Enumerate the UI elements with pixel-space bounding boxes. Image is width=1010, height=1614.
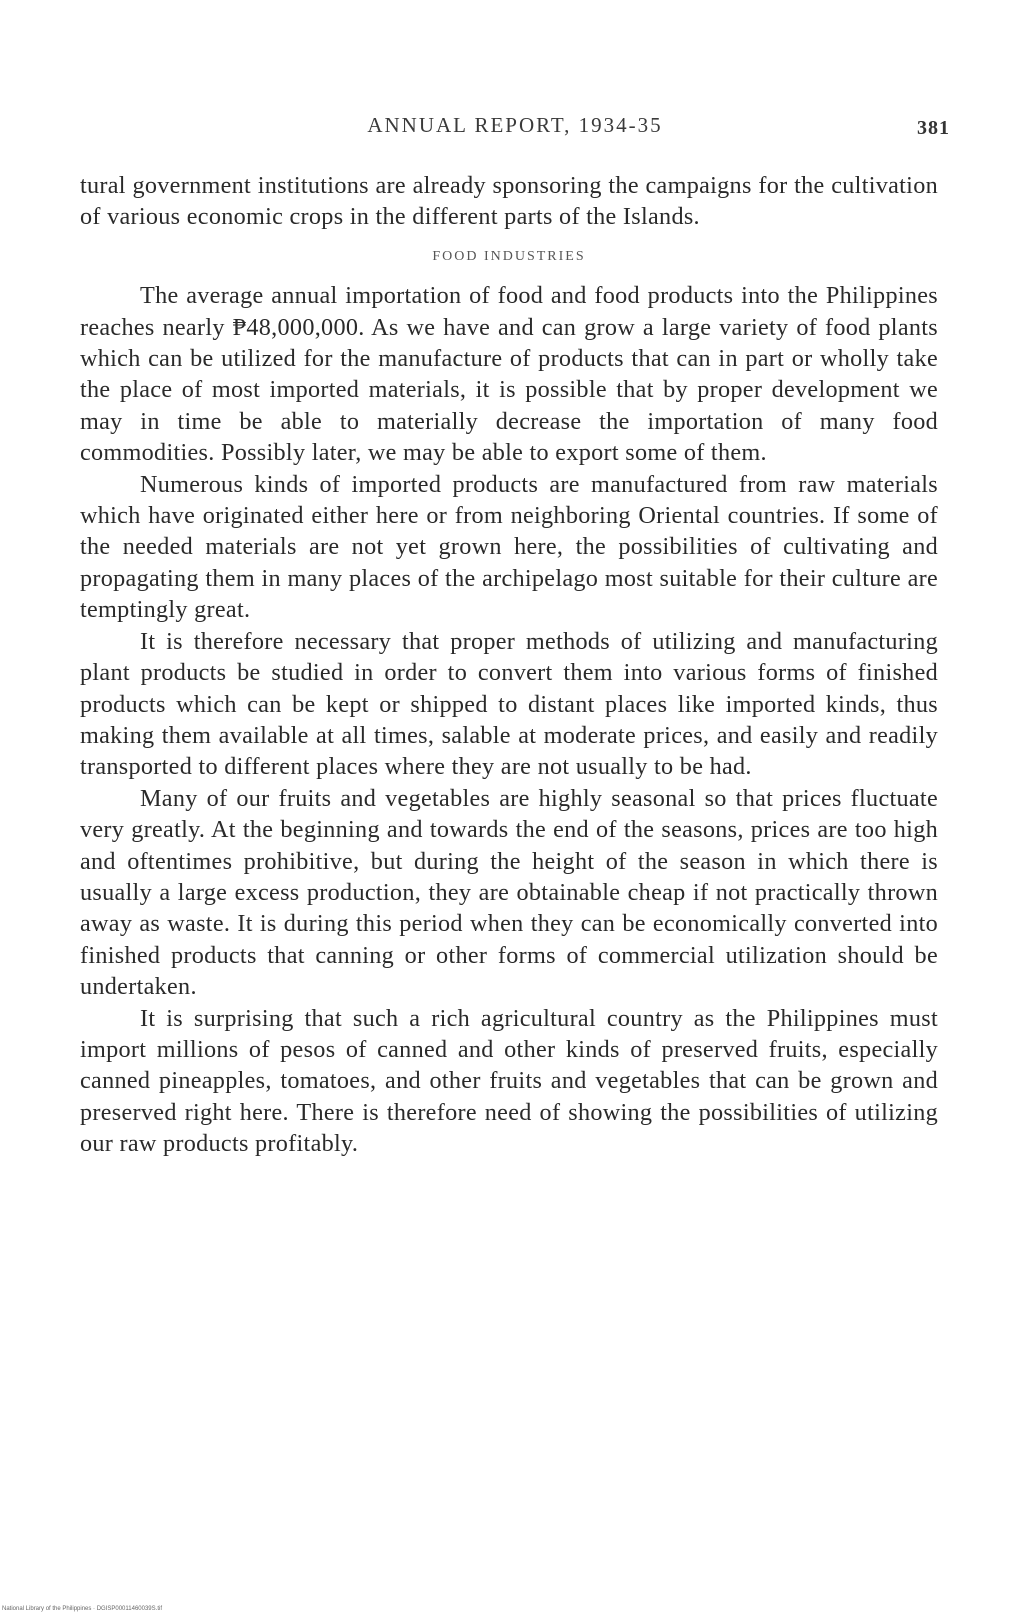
paragraph: Numerous kinds of imported products are manufactured from raw materials which have originated either here or from neighboring Oriental countries. If some of the needed materials are not yet grown here, the possibilities of cultivating and propagating them in many places of the archipelago most suitable for their culture are temptingly great.	[80, 470, 938, 624]
section-heading: FOOD INDUSTRIES	[432, 248, 586, 264]
paragraph: Many of our fruits and vegetables are highly seasonal so that prices fluctuate very greatly. At the beginning and towards the end of the seasons, prices are too high and oftentimes prohibitive, but during the height of the season in which there is usually a large excess production, they are obtainable cheap if not practically thrown away as waste. It is during this period when they can be economically converted into finished products that canning or other forms of commercial utilization should be undertaken.	[80, 784, 938, 1001]
page-number: 381	[917, 117, 950, 139]
page-header	[80, 113, 950, 143]
paragraph: It is surprising that such a rich agricultural country as the Philippines must import millions of pesos of canned and other kinds of preserved fruits, especially canned pineapples, tomatoes, and other fruits and vegetables that can be grown and preserved right here. There is therefore need of showing the possibilities of utilizing our raw products profitably.	[80, 1004, 938, 1158]
running-title: ANNUAL REPORT, 1934-35	[367, 113, 663, 137]
paragraph: It is therefore necessary that proper methods of utilizing and manufacturing plant products be studied in order to convert them into various forms of finished products which can be kept or shipped to distant places like imported kinds, thus making them available at all times, salable at moderate prices, and easily and readily transported to different places where they are not usually to be had.	[80, 627, 938, 781]
body-text	[80, 170, 938, 1160]
continued-paragraph: tural government institutions are already sponsoring the campaigns for the cultivation of various economic crops in the different parts of the Islands.	[80, 172, 938, 231]
paragraph: The average annual importation of food and food products into the Philippines reaches nearly ₱48,000,000. As we have and can grow a large variety of food plants which can be utilized for the manufacture of products that can in part or wholly take the place of most imported materials, it is possible that by proper development we may in time be able to materially decrease the importation of many food commodities. Possibly later, we may be able to export some of them.	[80, 282, 938, 467]
scan-credit: National Library of the Philippines · DGISP00011460039S.tif	[2, 1606, 162, 1612]
